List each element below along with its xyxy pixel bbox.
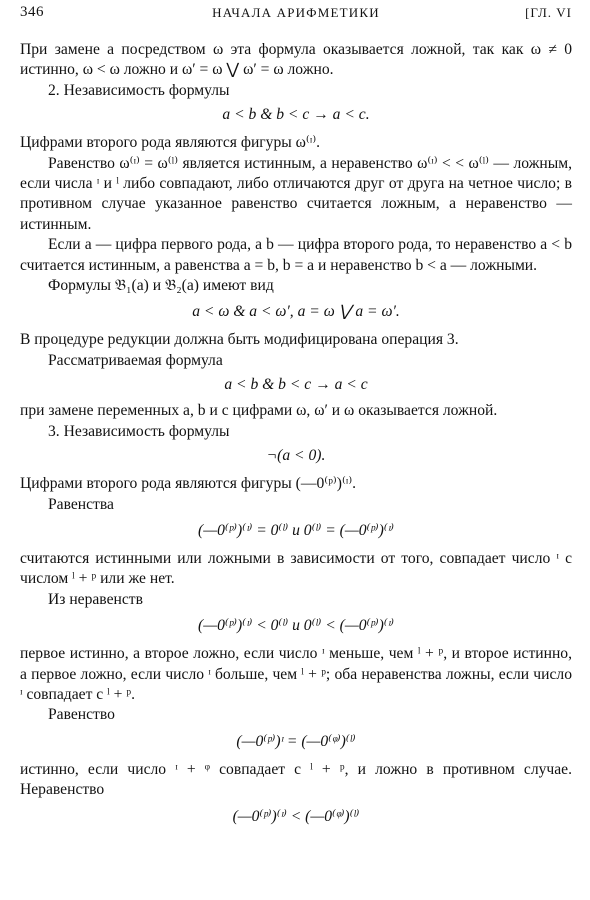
- section-heading: 2. Независимость формулы: [48, 81, 230, 99]
- chapter-label: [ГЛ. VI: [525, 5, 572, 20]
- paragraph: Формулы 𝔅₁(a) и 𝔅₂(a) имеют вид: [48, 277, 274, 295]
- page-header: [20, 4, 572, 26]
- paragraph: Цифрами второго рода являются фигуры (—0⁽ᵖ⁾)⁽ᶦ⁾.: [20, 475, 357, 493]
- paragraph: при замене переменных a, b и c цифрами ω, ω′ и ω оказывается ложной.: [20, 402, 498, 420]
- formula: (—0⁽ᵖ⁾)⁽ᶦ⁾ = 0⁽ˡ⁾ и 0⁽ˡ⁾ = (—0⁽ᵖ⁾)⁽ᶦ⁾: [198, 521, 394, 539]
- paragraph: Равенство: [48, 706, 115, 724]
- formula: (—0⁽ᵖ⁾)⁽ᶦ⁾ < (—0⁽ᵠ⁾)⁽ˡ⁾: [232, 807, 360, 825]
- page-number: 346: [20, 4, 44, 20]
- page-body: [20, 40, 572, 827]
- formula: ¬(a < 0).: [266, 447, 326, 465]
- formula: a < b & b < c → a < c.: [222, 106, 370, 124]
- formula: (—0⁽ᵖ⁾)⁽ᶦ⁾ < 0⁽ˡ⁾ и 0⁽ˡ⁾ < (—0⁽ᵖ⁾)⁽ᶦ⁾: [198, 617, 394, 635]
- paragraph: Цифрами второго рода являются фигуры ω⁽ᶦ⁾.: [20, 134, 321, 152]
- paragraph: Из неравенств: [48, 590, 143, 608]
- running-title: НАЧАЛА АРИФМЕТИКИ: [212, 5, 380, 20]
- formula: (—0⁽ᵖ⁾)ᶦ = (—0⁽ᵠ⁾)⁽ˡ⁾: [236, 732, 356, 750]
- paragraph: истинно, если число ᶦ + ᵠ совпадает с ˡ + ᵖ, и ложно в противном случае. Неравенство: [20, 760, 572, 799]
- paragraph: Равенства: [48, 495, 114, 513]
- formula: a < ω & a < ω′, a = ω ⋁ a = ω′.: [192, 303, 400, 321]
- paragraph: В процедуре редукции должна быть модифицирована операция 3.: [20, 331, 459, 349]
- paragraph: Рассматриваемая формула: [48, 351, 223, 369]
- paragraph: Равенство ω⁽ᶦ⁾ = ω⁽ˡ⁾ является истинным, а неравенство ω⁽ᶦ⁾ < < ω⁽ˡ⁾ — ложным, если числа ᶦ и ˡ либо совпадают, либо отличаются друг от друга на четное число; в противном случае указанное равенство считается ложным, а неравенство — истинным.: [20, 154, 572, 233]
- paragraph: При замене a посредством ω эта формула оказывается ложной, так как ω ≠ 0 истинно, ω < ω ложно и ω′ = ω ⋁ ω′ = ω ложно.: [20, 41, 572, 79]
- paragraph: считаются истинными или ложными в зависимости от того, совпадает число ᶦ с числом ˡ + ᵖ или же нет.: [20, 549, 572, 588]
- formula: a < b & b < c → a < c: [224, 376, 368, 394]
- section-heading: 3. Независимость формулы: [48, 422, 230, 440]
- paragraph: первое истинно, а второе ложно, если число ᶦ меньше, чем ˡ + ᵖ, и второе истинно, а первое ложно, если число ᶦ больше, чем ˡ + ᵖ; оба неравенства ложны, если число ᶦ совпадает с ˡ + ᵖ.: [20, 645, 572, 703]
- paragraph: Если a — цифра первого рода, а b — цифра второго рода, то неравенство a < b считается истинным, а равенства a = b, b = a и неравенство b < a — ложными.: [20, 236, 572, 274]
